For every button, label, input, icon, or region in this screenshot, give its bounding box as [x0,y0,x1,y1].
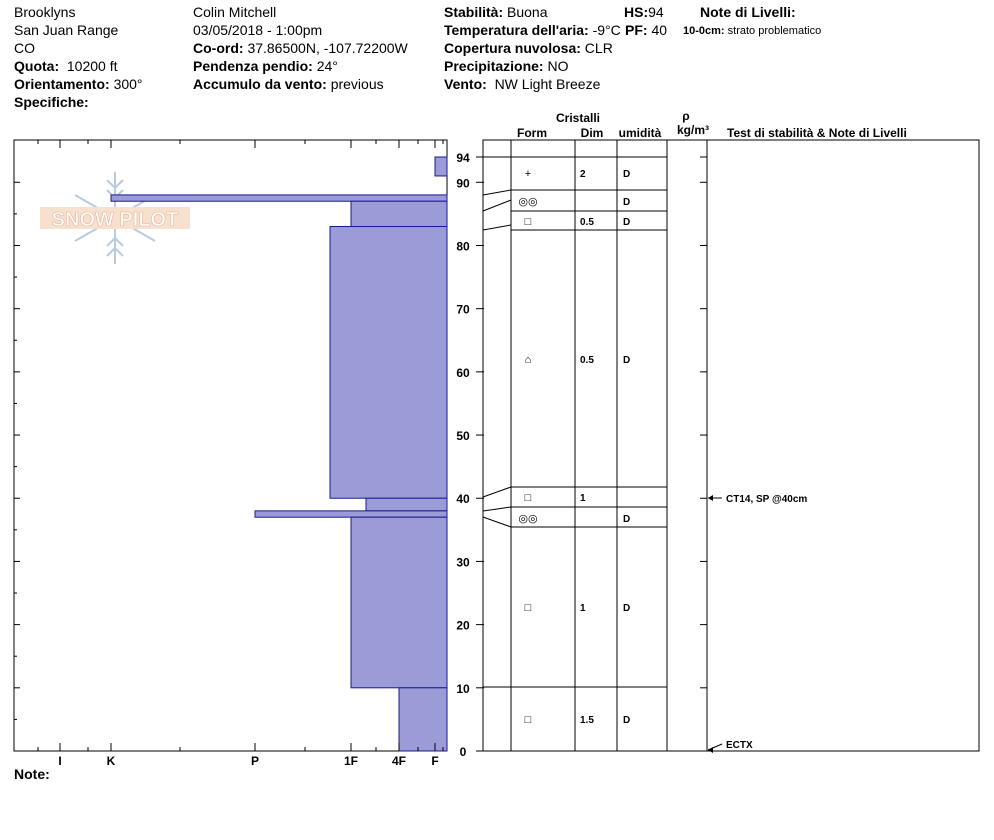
depth-tick-label: 20 [456,618,470,633]
stability-arrowhead [708,747,713,753]
depth-tick-label: 80 [456,239,470,254]
connector-line [483,190,511,195]
hardness-bar [255,511,447,517]
depth-tick-label: 0 [459,745,467,759]
stability-test-label: CT14, SP @40cm [726,494,808,505]
wind-load-row: Accumulo da vento: previous [193,76,384,92]
crystal-form: ⌂ [524,354,532,366]
coord-row: Co-ord: 37.86500N, -107.72200W [193,40,408,56]
crystal-form: □ [524,602,532,614]
crystal-form: ◎◎ [518,196,538,208]
header-moisture: umidità [618,126,662,140]
hardness-bar [330,227,447,499]
hardness-bar [351,517,447,688]
connector-line [483,487,511,497]
header-crystals: Cristalli [555,111,601,125]
depth-tick-label: 10 [456,681,470,696]
stability-test-label: ECTX [726,740,753,751]
header-dim: Dim [580,126,604,140]
depth-tick-label: 40 [456,492,470,507]
hardness-bar [351,201,447,226]
connector-line [483,225,511,230]
depth-tick-label: 90 [456,176,470,191]
cloud-row: Copertura nuvolosa: CLR [444,40,613,56]
connector-line [483,517,511,527]
crystal-moisture: D [623,715,631,726]
note-label: Note: [14,766,50,782]
depth-tick-label: 94 [456,151,470,165]
crystal-dim: 1 [580,493,586,504]
hardness-tick-label: P [250,754,260,768]
crystal-dim: 0.5 [580,217,594,228]
observer: Colin Mitchell [193,4,277,20]
logo-text: SNOW PILOT [51,209,179,231]
snowflake-logo [40,172,190,264]
crystal-dim: 0.5 [580,355,594,366]
crystal-dim: 2 [580,169,586,180]
layer-note: 10-0cm: strato problematico [683,25,822,37]
crystal-moisture: D [623,355,631,366]
crystal-moisture: D [623,514,631,525]
hardness-bar [111,195,447,201]
air-temp-row: Temperatura dell'aria: -9°C [444,22,621,38]
depth-tick-label: 70 [456,302,470,317]
hardness-bar [399,688,447,751]
table-frame [483,140,979,751]
hardness-plot [14,140,447,768]
crystal-moisture: D [623,169,631,180]
depth-axis [456,151,707,759]
crystal-form: ◎◎ [518,513,538,525]
datetime: 03/05/2018 - 1:00pm [193,22,323,38]
crystal-form: □ [524,492,532,504]
crystal-dim: 1.5 [580,715,594,726]
specifics-row: Specifiche: [14,94,89,110]
crystal-dim: 1 [580,603,586,614]
mountain-range: San Juan Range [14,22,119,38]
depth-tick-label: 50 [456,429,470,444]
crystal-moisture: D [623,217,631,228]
location: Brooklyns [14,4,76,20]
stability-row: Stabilità: Buona [444,4,548,20]
crystal-form: + [524,168,532,180]
state: CO [14,40,35,56]
wind-row: Vento: NW Light Breeze [444,76,601,92]
hardness-tick-label: 4F [391,754,407,768]
slope-row: Pendenza pendio: 24° [193,58,338,74]
aspect-row: Orientamento: 300° [14,76,143,92]
crystal-table [483,140,979,753]
hardness-tick-label: F [431,754,439,768]
hardness-tick-label: K [106,754,116,768]
hardness-bar [366,498,447,511]
crystal-moisture: D [623,197,631,208]
layer-notes-title: Note di Livelli: [700,4,796,20]
header-density-unit: kg/m³ [676,123,710,137]
crystal-moisture: D [623,603,631,614]
hardness-bar [435,157,447,176]
header-form: Form [517,126,547,140]
connector-line [483,507,511,511]
pf-row: PF: 40 [625,22,668,38]
depth-tick-label: 30 [456,555,470,570]
header-rho: ρ [682,109,690,123]
hs-row: HS:94 [624,4,664,20]
depth-tick-label: 60 [456,365,470,380]
elevation-row: Quota: 10200 ft [14,58,118,74]
hardness-tick-label: I [58,754,62,768]
crystal-form: □ [524,216,532,228]
column-headers [517,109,907,140]
header-stability-tests: Test di stabilità & Note di Livelli [727,126,907,140]
stability-arrowhead [708,495,713,501]
crystal-form: □ [524,714,532,726]
hardness-tick-label: 1F [343,754,359,768]
precip-row: Precipitazione: NO [444,58,569,74]
connector-line [483,200,511,211]
